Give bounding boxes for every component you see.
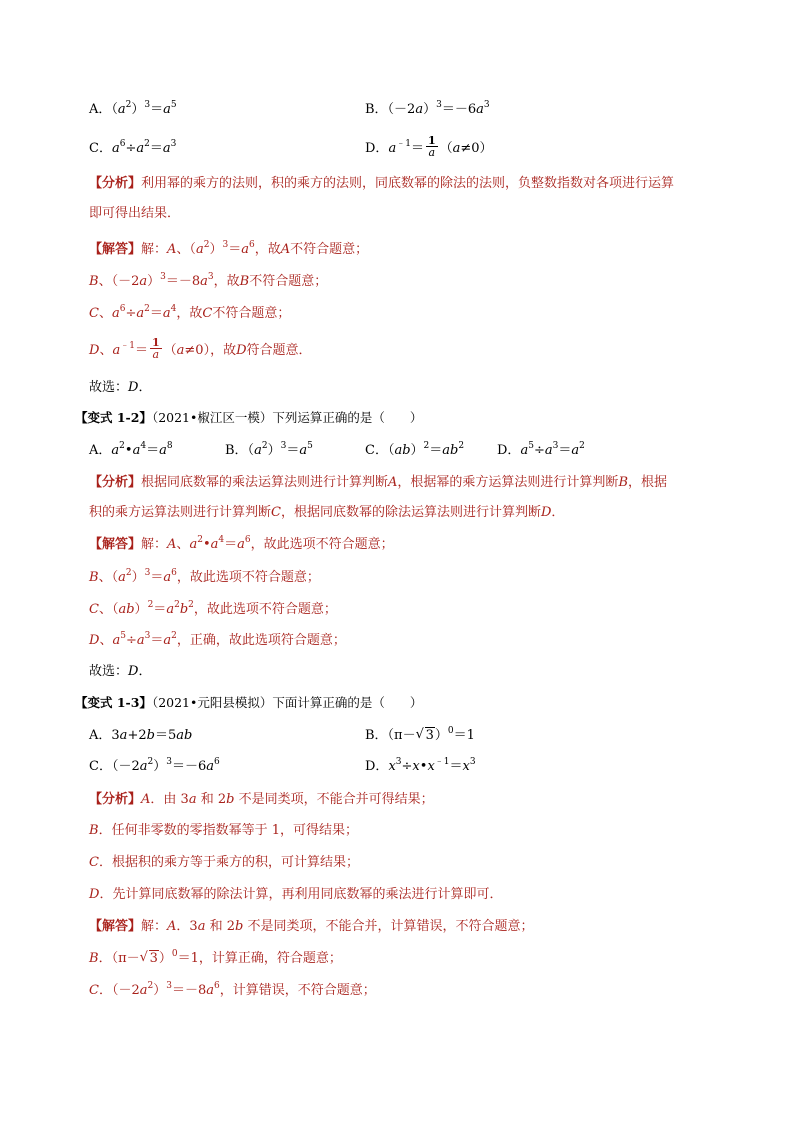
option-c: C．$a^6\div a^2=a^3$ <box>89 139 177 156</box>
option-b: B．（π－√ 3）$^0$＝1 <box>365 726 475 747</box>
option-c: C．$(-2a^2)^3=-6a^6$ <box>89 757 220 774</box>
answer-line-d: D、$a^{﹣1}=$ $\frac{1}{a}$ （a≠0），故D符合题意． <box>89 336 312 361</box>
answer-line-b: B．（π－√ 3）$^0$＝1，计算正确，符合题意； <box>89 949 342 970</box>
option-d: D．$a^5\div a^3=a^2$ <box>497 441 585 458</box>
option-b: B．$(a^2)^3=a^5$ <box>225 441 313 458</box>
answer-line-b: B、$(a^2)^3=a^6$，故此选项不符合题意； <box>89 568 320 585</box>
analysis-line-2: B．任何非零数的零指数幂等于 1，可得结果； <box>89 823 358 838</box>
analysis-line-1: 【分析】利用幂的乘方的法则，积的乘方的法则，同底数幂的除法的法则，负整数指数对各项进行运算 <box>89 176 675 191</box>
analysis-line-3: C．根据积的乘方等于乘方的积，可计算结果； <box>89 855 359 870</box>
answer-line-a: 【解答】解：A、$(a^2)^3=a^6$，故A不符合题意； <box>89 240 369 257</box>
fraction: $\frac{1}{a}$ <box>427 134 436 159</box>
analysis-line-1: 【分析】A．由 3a 和 2b 不是同类项，不能合并可得结果； <box>89 792 434 807</box>
option-a: A．3a+2b＝5ab <box>89 728 193 743</box>
answer-line-c: C、$a^6\div a^2=a^4$，故C不符合题意； <box>89 304 291 321</box>
answer-line-c: C、$(ab)^2=a^2b^2$，故此选项不符合题意； <box>89 600 337 617</box>
analysis-line-2: 即可得出结果． <box>89 206 181 221</box>
answer-line-a: 【解答】解：A．3a 和 2b 不是同类项，不能合并，计算错误，不符合题意； <box>89 919 534 934</box>
option-a: A．$(a^2)^3=a^5$ <box>89 100 177 117</box>
analysis-line-4: D．先计算同底数幂的除法计算，再利用同底数幂的乘法进行计算即可． <box>89 887 503 902</box>
fraction: $\frac{1}{a}$ <box>151 336 160 361</box>
answer-line-a: 【解答】解：A、$a^2•a^4=a^6$，故此选项不符合题意； <box>89 535 394 552</box>
option-c: C．$(ab)^2=ab^2$ <box>365 441 465 458</box>
option-d: D．$a^{﹣1}=$ $\frac{1}{a}$ （a≠0） <box>365 134 493 159</box>
sqrt-symbol: √ 3 <box>416 726 435 746</box>
choice-line: 故选：D． <box>89 380 152 395</box>
sqrt-symbol: √ 3 <box>140 949 159 969</box>
option-b: B．$(-2a)^3=-6a^3$ <box>365 100 490 117</box>
analysis-line-1: 【分析】根据同底数幂的乘法运算法则进行计算判断A，根据幂的乘方运算法则进行计算判断B，根据 <box>89 475 668 490</box>
option-a: A．$a^2•a^4=a^8$ <box>89 441 173 458</box>
question-1-3-stem: 【变式 1-3】（2021•元阳县模拟）下面计算正确的是（ ） <box>75 695 423 710</box>
answer-line-b: B、$(-2a)^3=-8a^3$，故B不符合题意； <box>89 272 328 289</box>
analysis-line-2: 积的乘方运算法则进行计算判断C，根据同底数幂的除法运算法则进行计算判断D． <box>89 505 565 520</box>
choice-line: 故选：D． <box>89 664 152 679</box>
question-1-2-stem: 【变式 1-2】（2021•椒江区一模）下列运算正确的是（ ） <box>75 410 423 425</box>
answer-line-c: C．$(-2a^2)^3=-8a^6$，计算错误，不符合题意； <box>89 981 376 998</box>
answer-line-d: D、$a^5\div a^3=a^2$，正确，故此选项符合题意； <box>89 631 346 648</box>
option-d: D．$x^3\div x•x^{﹣1}=x^3$ <box>365 757 476 774</box>
